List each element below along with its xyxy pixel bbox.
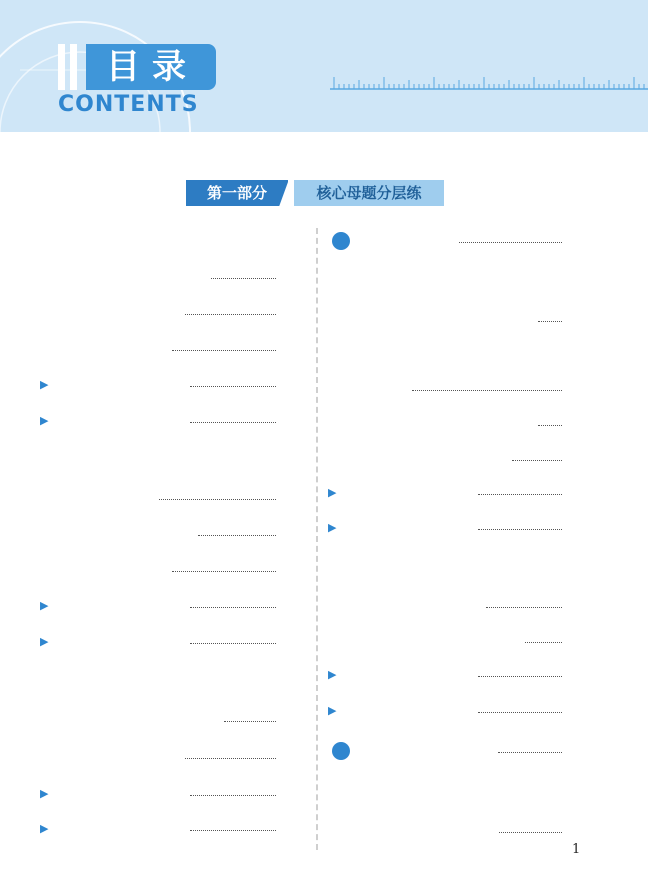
leader-dots (172, 571, 276, 572)
triangle-bullet-icon: ▶ (40, 635, 49, 648)
title-bar-decoration (58, 44, 65, 90)
leader-dots (190, 795, 276, 796)
triangle-bullet-icon: ▶ (40, 822, 49, 835)
triangle-bullet-icon: ▶ (40, 787, 49, 800)
leader-dots (478, 529, 562, 530)
toc-entry (328, 700, 588, 720)
lecture-heading (328, 557, 588, 577)
leader-dots (499, 832, 562, 833)
toc-entry (40, 523, 302, 543)
triangle-bullet-icon: ▶ (328, 704, 337, 717)
leader-dots (224, 721, 276, 722)
leader-dots (478, 494, 562, 495)
leader-dots (190, 830, 276, 831)
toc-entry (40, 746, 302, 766)
lecture-heading (40, 450, 302, 470)
header-band (0, 0, 648, 132)
leader-dots (190, 422, 276, 423)
column-divider (316, 228, 318, 850)
leader-dots (459, 242, 562, 243)
leader-dots (512, 460, 562, 461)
part-label: 第一部分 (186, 180, 288, 206)
toc-entry (40, 302, 302, 322)
leader-dots (486, 607, 562, 608)
toc-entry (40, 266, 302, 286)
lecture-heading (328, 270, 588, 290)
toc-entry (40, 631, 302, 651)
triangle-bullet-icon: ▶ (328, 486, 337, 499)
summary-entry (328, 740, 588, 760)
toc-entry (40, 783, 302, 803)
toc-entry (328, 595, 588, 615)
toc-entry (40, 709, 302, 729)
toc-entry (328, 482, 588, 502)
leader-dots (198, 535, 276, 536)
leader-dots (211, 278, 276, 279)
summary-entry (328, 230, 588, 250)
leader-dots (498, 752, 562, 753)
leader-dots (478, 712, 562, 713)
toc-entry (40, 487, 302, 507)
toc-entry (40, 595, 302, 615)
page-subtitle: CONTENTS (58, 92, 199, 117)
toc-entry (40, 559, 302, 579)
toc-entry (328, 344, 588, 364)
toc-entry (328, 820, 588, 840)
leader-dots (159, 499, 276, 500)
triangle-bullet-icon: ▶ (40, 599, 49, 612)
leader-dots (172, 350, 276, 351)
triangle-bullet-icon: ▶ (40, 378, 49, 391)
leader-dots (538, 321, 562, 322)
toc-entry (40, 410, 302, 430)
lecture-heading (40, 671, 302, 691)
leader-dots (190, 643, 276, 644)
toc-entry (328, 448, 588, 468)
triangle-bullet-icon: ▶ (40, 414, 49, 427)
leader-dots (478, 676, 562, 677)
leader-dots (190, 386, 276, 387)
page-number: 1 (572, 842, 581, 857)
leader-dots (185, 758, 276, 759)
ruler-decoration (330, 74, 648, 90)
toc-entry (328, 630, 588, 650)
leader-dots (525, 642, 562, 643)
page-title: 目录 (106, 47, 198, 87)
toc-entry (328, 517, 588, 537)
triangle-bullet-icon: ▶ (328, 668, 337, 681)
lecture-heading (328, 782, 588, 802)
toc-entry (40, 374, 302, 394)
lecture-heading (40, 228, 302, 248)
leader-dots (185, 314, 276, 315)
toc-entry (328, 664, 588, 684)
leader-dots (412, 390, 562, 391)
toc-entry (328, 309, 588, 329)
summary-number-badge (332, 232, 350, 250)
summary-number-badge (332, 742, 350, 760)
leader-dots (190, 607, 276, 608)
toc-entry (40, 338, 302, 358)
toc-entry (40, 818, 302, 838)
leader-dots (538, 425, 562, 426)
title-bar-decoration (70, 44, 77, 90)
part-title: 核心母题分层练 (294, 180, 444, 206)
triangle-bullet-icon: ▶ (328, 521, 337, 534)
toc-entry (328, 413, 588, 433)
toc-entry-continuation (328, 378, 588, 398)
